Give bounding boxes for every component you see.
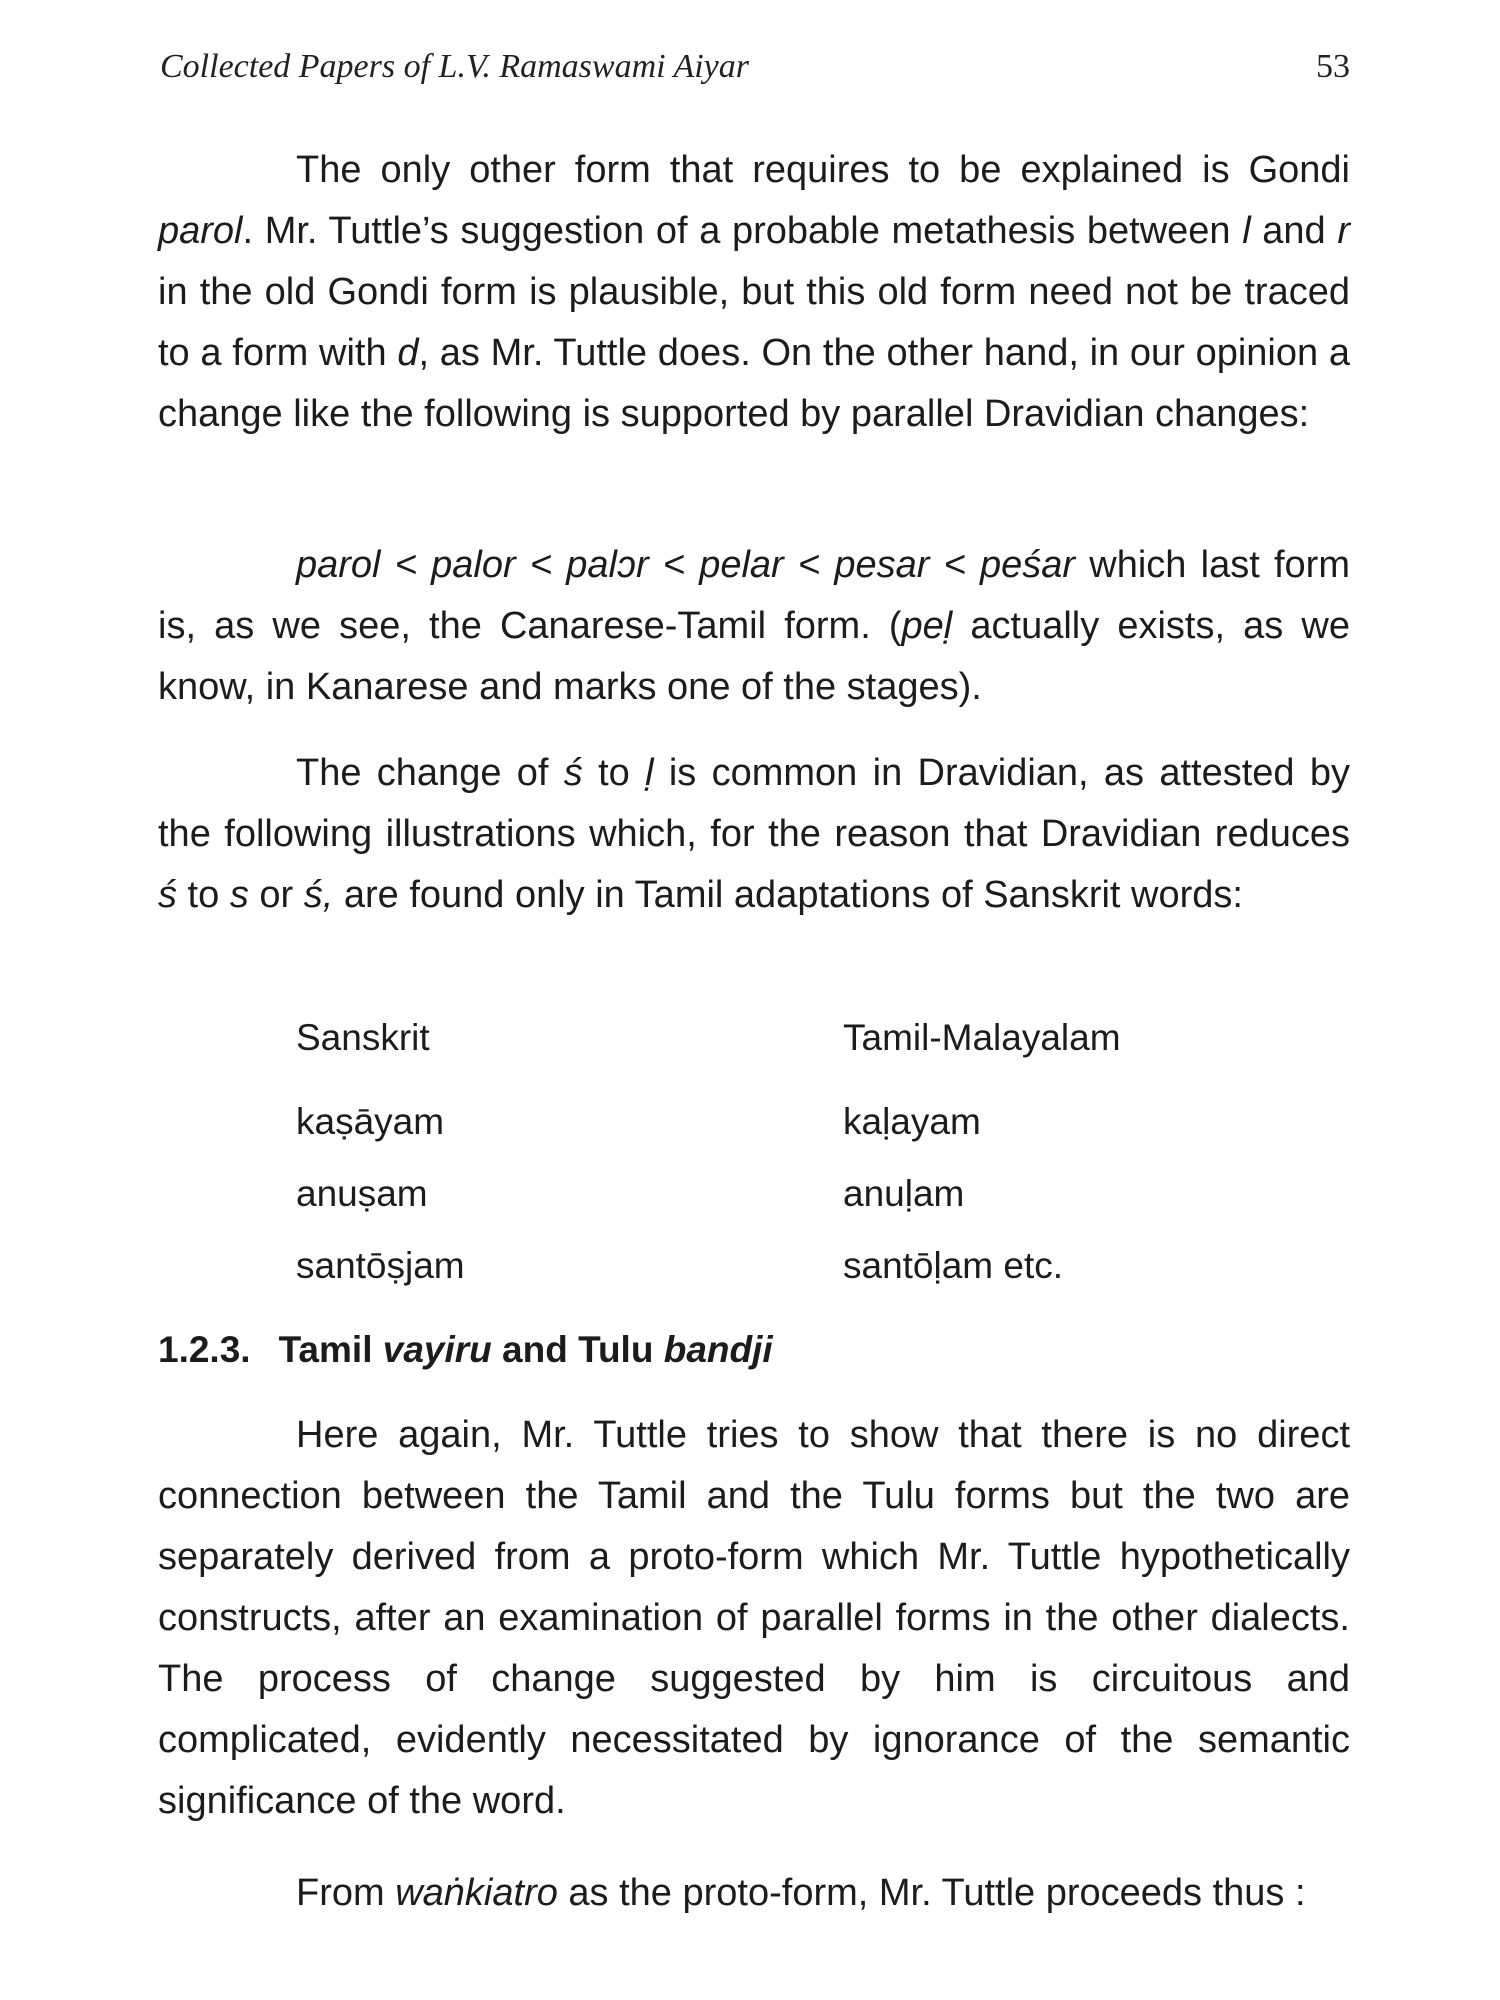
table-cell-sanskrit: kaṣāyam [296, 1101, 445, 1142]
section-heading: 1.2.3. Tamil vayiru and Tulu bandji [158, 1322, 773, 1378]
table-cell-sanskrit: anuṣam [296, 1173, 428, 1214]
derivation-chain: parol < palor < palɔr < pelar < pesar < peśar [296, 544, 1076, 586]
table-cell-sanskrit: santōṣjam [296, 1245, 465, 1286]
page-header [160, 48, 1350, 98]
paragraph-vayiru-bandji: Here again, Mr. Tuttle tries to show that there is no direct connection between the Tamil and the Tulu forms but the two are separately derived from a proto-form which Mr. Tuttle hypothetically constructs, after an examination of parallel forms in the other dialects. The process of change suggested by him is circuitous and complicated, evidently necessitated by ignorance of the semantic significance of the word. [158, 1414, 1350, 1822]
paragraph-sibilant-change: The change of ś to ḷ is common in Dravidian, as attested by the following illustrations which, for the reason that Dravidian reduces ś to s or ś, are found only in Tamil adaptations of Sanskrit words: [158, 752, 1350, 916]
table-header-sanskrit: Sanskrit [296, 1017, 430, 1058]
table-cell-tamil: kaḷayam [843, 1101, 981, 1142]
paragraph-proto-form: From waṅkiatro as the proto-form, Mr. Tuttle proceeds thus : [296, 1872, 1306, 1914]
table-cell-tamil: anuḷam [843, 1173, 965, 1214]
page-number: 53 [1316, 48, 1350, 85]
table-cell-tamil: santōḷam etc. [843, 1245, 1064, 1286]
running-title: Collected Papers of L.V. Ramaswami Aiyar [160, 48, 750, 85]
paragraph-change-chain: parol < palor < palɔr < pelar < pesar < peśar which last form is, as we see, the Canarese-Tamil form. (peḷ actually exists, as we know, in Kanarese and marks one of the stages). [158, 544, 1350, 708]
paragraph-gondi-parol: The only other form that requires to be explained is Gondi parol. Mr. Tuttle’s suggestion of a probable metathesis between l and r in the old Gondi form is plausible, but this old form need not be traced to a form with d, as Mr. Tuttle does. On the other hand, in our opinion a change like the following is supported by parallel Dravidian changes: [158, 149, 1350, 435]
table-header-tamil-malayalam: Tamil-Malayalam [843, 1017, 1121, 1058]
section-number: 1.2.3. [158, 1329, 251, 1370]
